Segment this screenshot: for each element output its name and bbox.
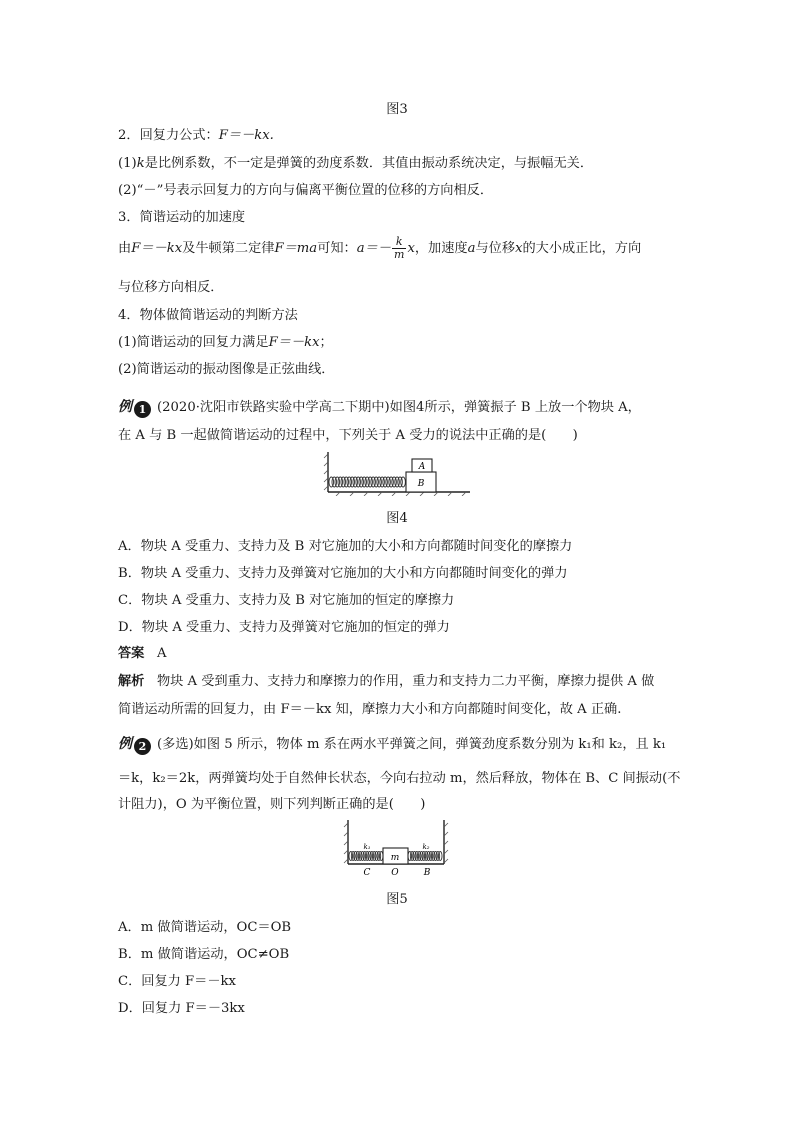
- section-3-text-cont: 与位移方向相反．: [118, 280, 224, 295]
- example-label: 例: [118, 399, 132, 415]
- example-1-option-b: B．物块 A 受重力、支持力及弹簧对它施加的大小和方向都随时间变化的弹力: [118, 566, 568, 581]
- label-k1: k₁: [363, 843, 371, 851]
- spring: [329, 477, 405, 487]
- section-2-point-2: (2)“－”号表示回复力的方向与偏离平衡位置的位移的方向相反．: [118, 183, 494, 198]
- section-4-point-2: (2)简谐运动的振动图像是正弦曲线．: [118, 362, 335, 377]
- example-1-analysis-cont: 简谐运动所需的回复力，由 F＝－kx 知，摩擦力大小和方向都随时间变化，故 A 正确.: [118, 702, 622, 717]
- k-over-m-fraction: $\frac{k}{m}$: [394, 235, 405, 261]
- example-number-badge: 2: [134, 738, 151, 755]
- figure-4-diagram: [320, 450, 475, 496]
- section-3-title: 3．简谐运动的加速度: [118, 210, 246, 225]
- section-4-point-1: (1)简谐运动的回复力满足F＝－kx；: [118, 335, 333, 350]
- example-1-question: 例 1 (2020·沈阳市铁路实验中学高二下期中)如图4所示，弹簧振子 B 上放一个物块 A，: [118, 399, 641, 416]
- example-2-question: 例 2 (多选)如图 5 所示，物体 m 系在两水平弹簧之间，弹簧劲度系数分别为 k₁和 k₂，且 k₁: [118, 736, 667, 753]
- example-1-option-d: D．物块 A 受重力、支持力及弹簧对它施加的恒定的弹力: [118, 620, 450, 635]
- example-2-question-cont: ＝k，k₂＝2k，两弹簧均处于自然伸长状态，今向右拉动 m，然后释放，物体在 B、C 间振动(不: [118, 771, 681, 786]
- example-label: 例: [118, 736, 132, 752]
- section-2-title: 2．回复力公式：F＝－kx.: [118, 128, 274, 143]
- label-a: A: [418, 462, 426, 472]
- example-1-question-cont: 在 A 与 B 一起做简谐运动的过程中，下列关于 A 受力的说法中正确的是( ): [118, 428, 578, 443]
- example-1-answer: 答案 A: [118, 646, 167, 661]
- label-k2: k₂: [422, 843, 430, 851]
- figure-5-diagram: [343, 818, 449, 878]
- example-2-option-d: D．回复力 F＝－3kx: [118, 1001, 245, 1016]
- section-4-title: 4．物体做简谐运动的判断方法: [118, 308, 298, 323]
- example-1-option-c: C．物块 A 受重力、支持力及 B 对它施加的恒定的摩擦力: [118, 593, 455, 608]
- spring-k1: [349, 852, 383, 861]
- figure-3-caption: 图3: [386, 102, 408, 117]
- label-b: B: [417, 479, 425, 489]
- figure-4-caption: 图4: [386, 511, 408, 526]
- label-o: O: [391, 868, 399, 878]
- example-number-badge: 1: [134, 401, 151, 418]
- example-2-option-b: B．m 做简谐运动，OC≠OB: [118, 947, 290, 962]
- spring-k2: [408, 852, 442, 861]
- example-2-option-c: C．回复力 F＝－kx: [118, 974, 236, 989]
- spring-coil: [401, 477, 406, 487]
- label-b: B: [423, 868, 431, 878]
- figure-5-caption: 图5: [386, 892, 408, 907]
- label-c: C: [363, 868, 371, 878]
- example-1-analysis: 解析 物块 A 受到重力、支持力和摩擦力的作用，重力和支持力二力平衡，摩擦力提供 A 做: [118, 674, 655, 689]
- example-1-option-a: A．物块 A 受重力、支持力及 B 对它施加的大小和方向都随时间变化的摩擦力: [118, 539, 573, 554]
- example-2-question-cont2: 计阻力)，O 为平衡位置，则下列判断正确的是( ): [118, 797, 426, 812]
- section-2-point-1: (1)k是比例系数，不一定是弹簧的劲度系数．其值由振动系统决定，与振幅无关．: [118, 156, 594, 171]
- example-2-option-a: A．m 做简谐运动，OC＝OB: [118, 920, 292, 935]
- label-m: m: [390, 853, 400, 863]
- section-3-text: 由F＝－kx及牛顿第二定律F＝ma可知：a＝－ $\frac{k}{m}$ x，加速度a与位移x的大小成正比，方向: [118, 235, 642, 261]
- spring-coil: [438, 852, 442, 861]
